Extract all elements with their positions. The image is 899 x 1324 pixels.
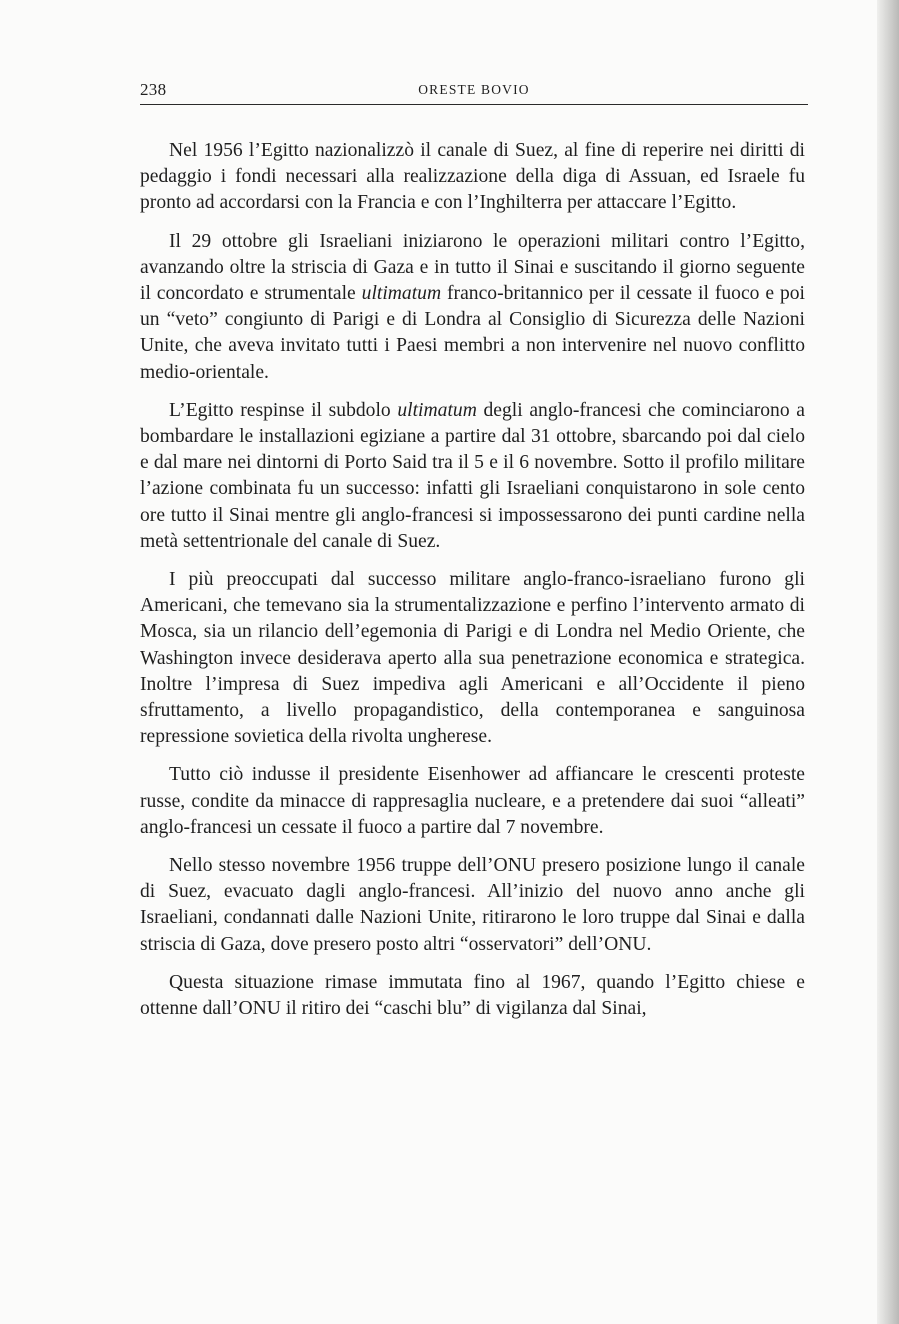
paragraph-5: Tutto ciò indusse il presidente Eisenhower ad affiancare le crescenti proteste russe, condite da minacce di rappresaglia nucleare, e a pretendere dai suoi “alleati” anglo-francesi un cessate il fuoco a partire dal 7 novembre. [140, 764, 805, 838]
header-rule [140, 104, 808, 105]
page-number: 238 [140, 80, 167, 99]
paragraph-2-italic: ultimatum [361, 283, 442, 305]
paragraph-3-text-a: L’Egitto respinse il subdolo [169, 399, 398, 421]
paragraph-7: Questa situazione rimase immutata fino al 1967, quando l’Egitto chiese e ottenne dall’ONU il ritiro dei “caschi blu” di vigilanza dal Sinai, [140, 971, 805, 1020]
paragraph-6: Nello stesso novembre 1956 truppe dell’ONU presero posizione lungo il canale di Suez, evacuato dagli anglo-francesi. All’inizio del nuovo anno anche gli Israeliani, condannati dalle Nazioni Unite, ritirarono le loro truppe dal Sinai e dalla striscia di Gaza, dove presero posto altri “osservatori” dell’ONU. [140, 855, 805, 955]
paragraph-4: I più preoccupati dal successo militare anglo-franco-israeliano furono gli Americani, che temevano sia la strumentalizzazione e perfino l’intervento armato di Mosca, sia un rilancio dell’egemonia di Parigi e di Londra nel Medio Oriente, che Washington invece desiderava aperto alla sua penetrazione economica e strategica. Inoltre l’impresa di Suez impediva agli Americani e all’Occidente il pieno sfruttamento, a livello propagandistico, della contemporanea e sanguinosa repressione sovietica della rivolta ungherese. [140, 569, 805, 748]
page-header [140, 78, 808, 104]
paragraph-3 [140, 398, 805, 555]
page-edge-shadow [877, 0, 899, 1324]
paragraph-1: Nel 1956 l’Egitto nazionalizzò il canale di Suez, al fine di reperire nei diritti di pedaggio i fondi necessari alla realizzazione della diga di Assuan, ed Israele fu pronto ad accordarsi con la Francia e con l’Inghilterra per attaccare l’Egitto. [140, 140, 805, 214]
paragraph-2-text-a: Il 29 ottobre gli Israeliani iniziarono le operazioni militari contro l’Egitto, avanzando oltre la striscia di Gaza e in tutto il Sinai e suscitando il giorno seguente il concordato e strumentale [140, 230, 805, 305]
paragraph-3-text-b: degli anglo-francesi che cominciarono a bombardare le installazioni egiziane a partire dal 31 ottobre, sbarcando poi dal cielo e dal mare nei dintorni di Porto Said tra il 5 e il 6 novembre. Sotto il profilo militare l’azione combinata fu un successo: infatti gli Israeliani conquistarono in sole cento ore tutto il Sinai mentre gli anglo-francesi si impossessarono dei punti cardine nella metà settentrionale del canale di Suez. [140, 399, 805, 552]
paragraph-2-text-b: franco-britannico per il cessate il fuoco e poi un “veto” congiunto di Parigi e di Londra al Consiglio di Sicurezza delle Nazioni Unite, che aveva invitato tutti i Paesi membri a non intervenire nel nuovo conflitto medio-orientale. [140, 283, 805, 383]
paragraph-2 [140, 229, 805, 386]
body-text [140, 138, 805, 1034]
running-head: ORESTE BOVIO [418, 82, 530, 97]
paragraph-3-italic: ultimatum [397, 399, 477, 421]
